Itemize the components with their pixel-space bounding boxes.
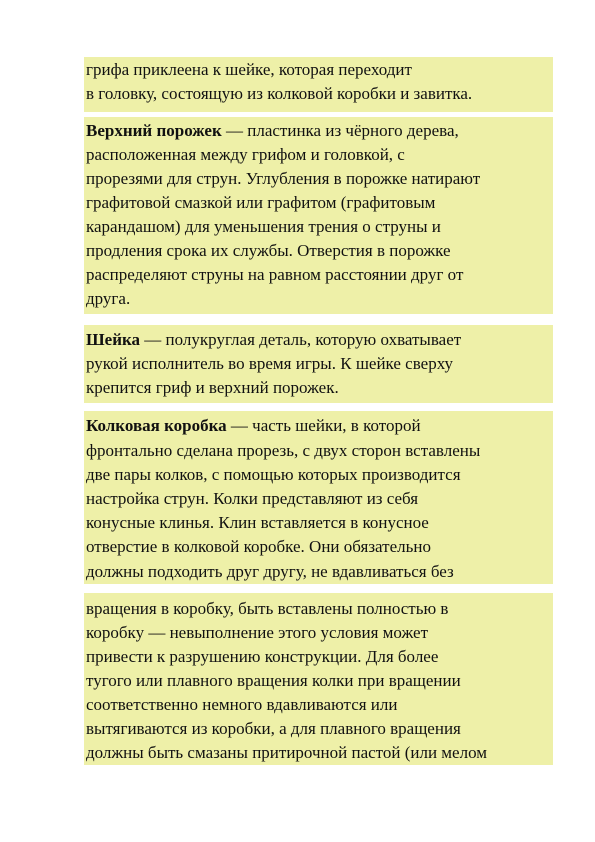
text-block-4 — [84, 411, 553, 584]
term-upper-nut: Верхний порожек — [86, 121, 222, 140]
text-line: друга. — [86, 289, 131, 308]
text-line: рукой исполнитель во время игры. К шейке сверху — [86, 354, 454, 373]
text-line: должны подходить друг другу, не вдавливаться без — [86, 562, 454, 581]
text-line: в головку, состоящую из колковой коробки и завитка. — [86, 84, 473, 103]
text-line: привести к разрушению конструкции. Для более — [86, 647, 439, 666]
text-line: соответственно немного вдавливаются или — [86, 695, 398, 714]
text-line: фронтально сделана прорезь, с двух сторон вставлены — [86, 441, 481, 460]
text-line: — пластинка из чёрного дерева, — [221, 121, 459, 140]
text-line: вращения в коробку, быть вставлены полностью в — [86, 599, 449, 618]
text-line: настройка струн. Колки представляют из себя — [86, 489, 419, 508]
text-block-5 — [84, 593, 553, 765]
text-line: — часть шейки, в которой — [226, 416, 421, 435]
text-line: отверстие в колковой коробке. Они обязательно — [86, 537, 431, 556]
text-line: продления срока их службы. Отверстия в порожке — [86, 241, 451, 260]
term-neck: Шейка — [86, 330, 141, 349]
text-line: конусные клинья. Клин вставляется в конусное — [86, 513, 429, 532]
text-block-2 — [84, 117, 553, 314]
text-line: коробку — невыполнение этого условия может — [86, 623, 429, 642]
term-pegbox: Колковая коробка — [86, 416, 227, 435]
text-block-1 — [84, 57, 553, 112]
text-block-3 — [84, 325, 553, 403]
text-line: тугого или плавного вращения колки при вращении — [86, 671, 461, 690]
text-line: графитовой смазкой или графитом (графитовым — [86, 193, 436, 212]
text-line: грифа приклеена к шейке, которая переходит — [86, 60, 412, 79]
text-line: должны быть смазаны притирочной пастой (или мелом — [86, 743, 488, 762]
text-line: расположенная между грифом и головкой, с — [86, 145, 405, 164]
text-line: распределяют струны на равном расстоянии друг от — [86, 265, 464, 284]
paragraph-first-line — [86, 121, 459, 141]
text-line: вытягиваются из коробки, а для плавного вращения — [86, 719, 461, 738]
text-line: крепится гриф и верхний порожек. — [86, 378, 339, 397]
text-line: карандашом) для уменьшения трения о струны и — [86, 217, 441, 236]
text-line: две пары колков, с помощью которых производится — [86, 465, 461, 484]
text-line: прорезями для струн. Углубления в порожке натирают — [86, 169, 481, 188]
text-line: — полукруглая деталь, которую охватывает — [140, 330, 462, 349]
paragraph-first-line — [86, 330, 461, 350]
paragraph-first-line — [86, 416, 421, 436]
